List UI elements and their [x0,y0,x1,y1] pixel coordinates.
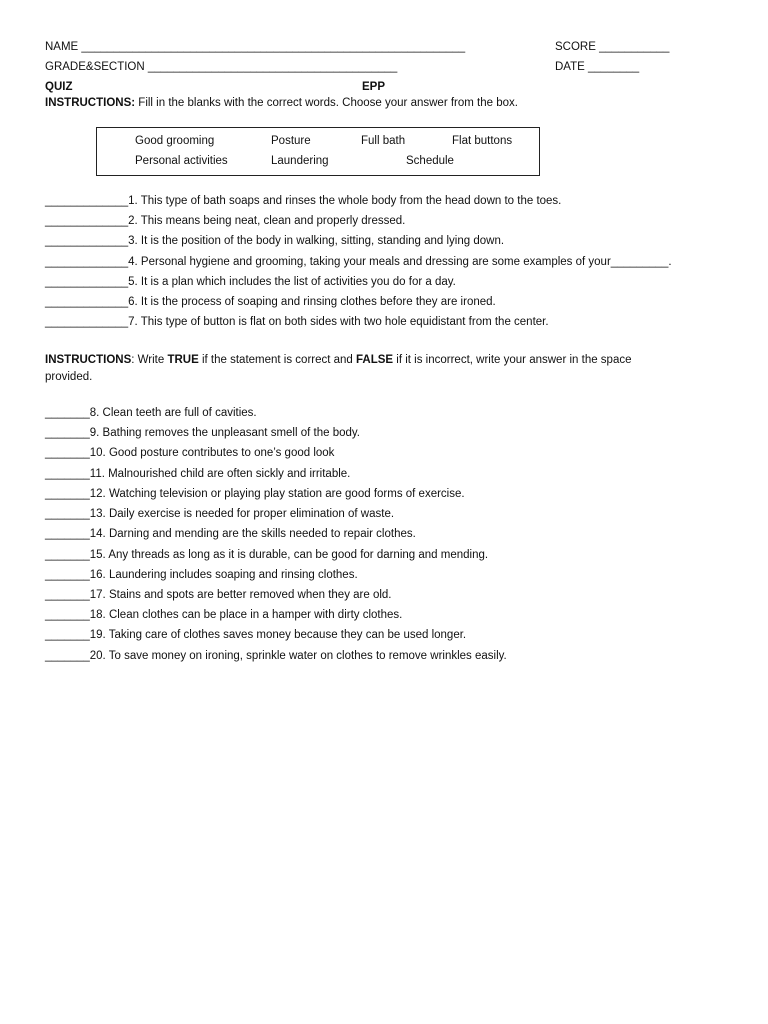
question-13: _______13. Daily exercise is needed for proper elimination of waste. [45,508,395,520]
part2-instructions-line2: provided. [45,371,93,383]
choice-good-grooming: Good grooming [135,135,215,147]
name-field-line[interactable]: NAME ____________________________________________________________ [45,41,466,53]
part2-instructions-label: INSTRUCTIONS [45,354,132,366]
question-8: _______8. Clean teeth are full of cavities. [45,407,257,419]
date-field-line[interactable]: DATE ________ [555,61,640,73]
question-10: _______10. Good posture contributes to one’s good look [45,447,335,459]
question-14: _______14. Darning and mending are the skills needed to repair clothes. [45,528,416,540]
question-11: _______11. Malnourished child are often sickly and irritable. [45,468,351,480]
question-3: _____________3. It is the position of the body in walking, sitting, standing and lying down. [45,235,505,247]
question-5: _____________5. It is a plan which includes the list of activities you do for a day. [45,276,456,288]
question-6: _____________6. It is the process of soaping and rinsing clothes before they are ironed. [45,296,496,308]
word-choice-box [96,127,540,176]
question-17: _______17. Stains and spots are better removed when they are old. [45,589,392,601]
grade-section-field-line[interactable]: GRADE&SECTION _______________________________________ [45,61,398,73]
choice-laundering: Laundering [271,155,329,167]
question-2: _____________2. This means being neat, clean and properly dressed. [45,215,406,227]
question-19: _______19. Taking care of clothes saves money because they can be used longer. [45,629,467,641]
part2-instructions-text-b: if the statement is correct and [198,354,357,366]
question-16: _______16. Laundering includes soaping and rinsing clothes. [45,569,358,581]
choice-posture: Posture [271,135,311,147]
choice-flat-buttons: Flat buttons [452,135,513,147]
part2-instructions-text-a: : Write [131,354,168,366]
choice-schedule: Schedule [406,155,454,167]
part2-instructions-text-c: if it is incorrect, write your answer in the space [393,354,632,366]
question-20: _______20. To save money on ironing, sprinkle water on clothes to remove wrinkles easily. [45,650,507,662]
choice-full-bath: Full bath [361,135,406,147]
question-1: _____________1. This type of bath soaps and rinses the whole body from the head down to the toes. [45,195,562,207]
true-keyword: TRUE [167,354,199,366]
question-9: _______9. Bathing removes the unpleasant smell of the body. [45,427,360,439]
choice-personal-activities: Personal activities [135,155,228,167]
quiz-label: QUIZ [45,81,73,93]
subject-label: EPP [362,81,386,93]
question-18: _______18. Clean clothes can be place in a hamper with dirty clothes. [45,609,403,621]
part1-instructions-label: INSTRUCTIONS: [45,97,136,109]
question-4: _____________4. Personal hygiene and grooming, taking your meals and dressing are some examples of your_________. [45,256,672,268]
false-keyword: FALSE [356,354,394,366]
question-7: _____________7. This type of button is flat on both sides with two hole equidistant from the center. [45,316,549,328]
question-12: _______12. Watching television or playing play station are good forms of exercise. [45,488,465,500]
score-field-line[interactable]: SCORE ___________ [555,41,670,53]
part1-instructions [45,96,518,110]
part2-instructions-line1 [45,353,632,367]
part1-instructions-text: Fill in the blanks with the correct words. Choose your answer from the box. [135,97,518,109]
question-15: _______15. Any threads as long as it is durable, can be good for darning and mending. [45,549,489,561]
